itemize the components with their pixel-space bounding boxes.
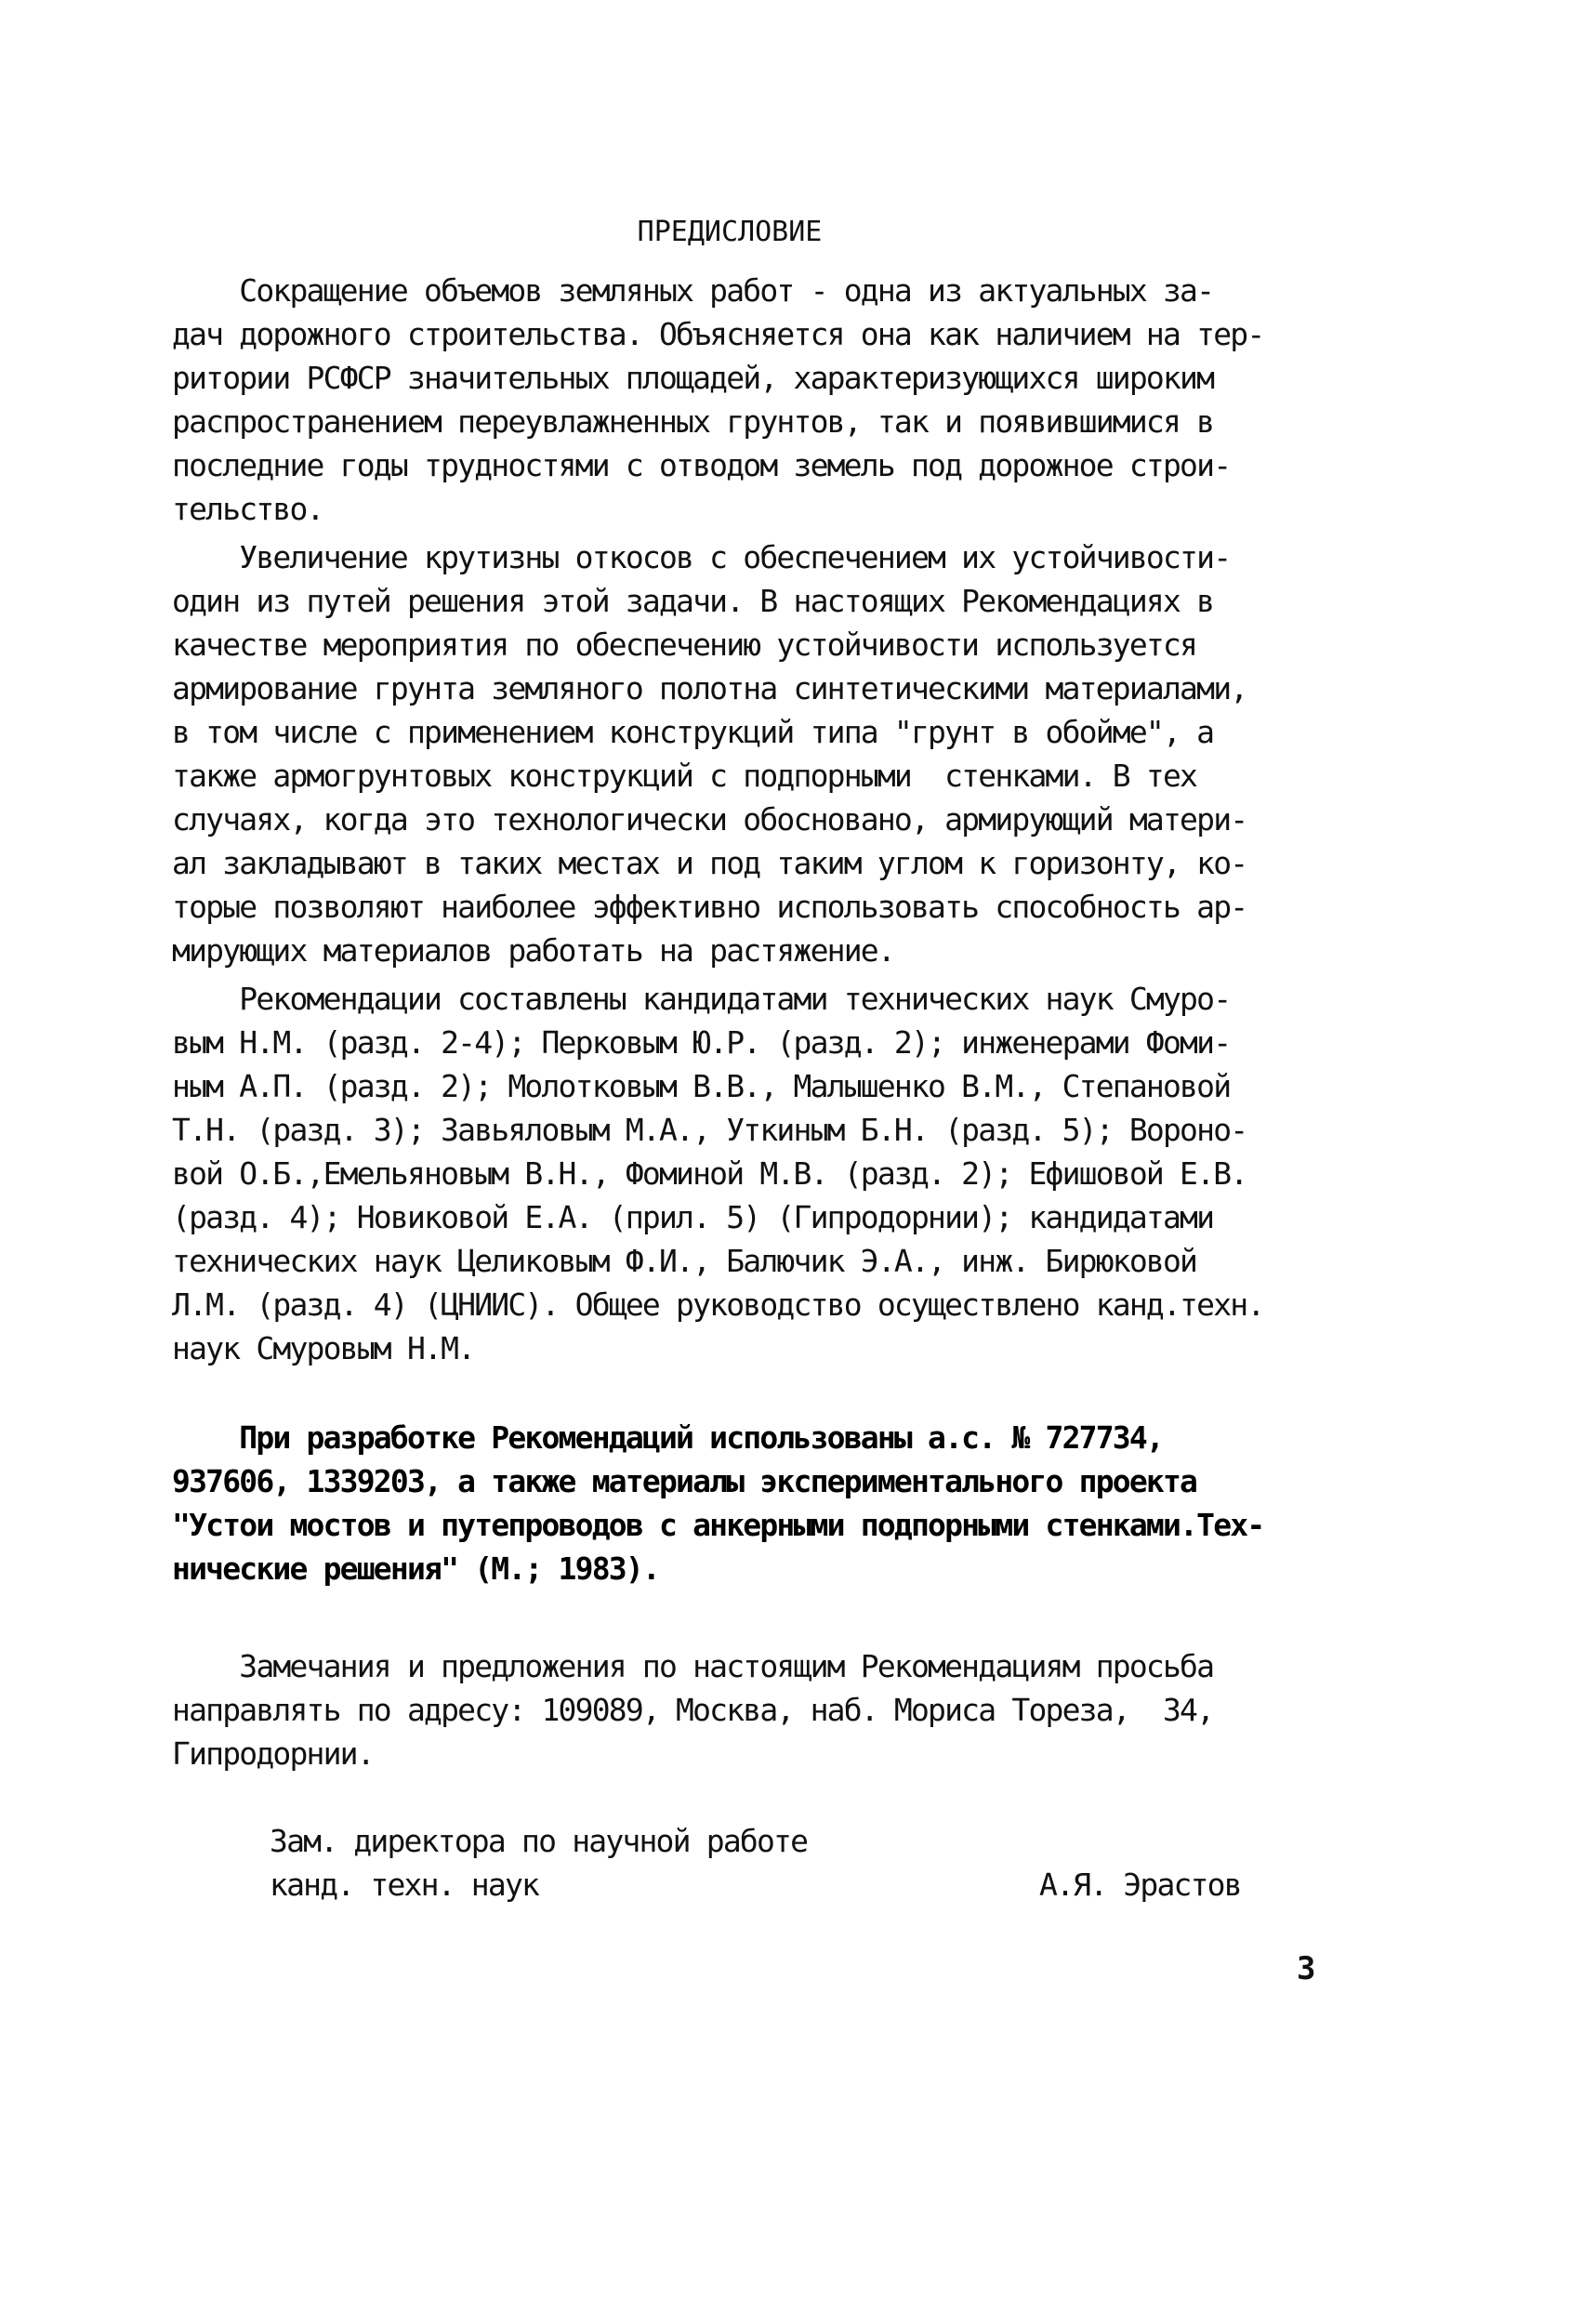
text-line: один из путей решения этой задачи. В настоящих Рекомендациях в [172, 583, 1214, 619]
signatory-degree: канд. техн. наук [270, 1867, 539, 1903]
text-line: При разработке Рекомендаций использованы а.с. № 727734, [172, 1419, 1163, 1456]
text-line: вым Н.М. (разд. 2-4); Перковым Ю.Р. (разд. 2); инженерами Фоми- [172, 1024, 1231, 1061]
text-line: "Устои мостов и путепроводов с анкерными подпорными стенками.Тех- [172, 1507, 1264, 1543]
text-line: торые позволяют наиболее эффективно использовать способность ар- [172, 889, 1247, 925]
signatory-position: Зам. директора по научной работе [270, 1823, 808, 1859]
text-line: наук Смуровым Н.М. [172, 1330, 475, 1366]
text-line: Увеличение крутизны откосов с обеспечением их устойчивости- [172, 539, 1231, 575]
text-line: дач дорожного строительства. Объясняется она как наличием на тер- [172, 316, 1264, 352]
text-line: ным А.П. (разд. 2); Молотковым В.В., Малышенко В.М., Степановой [172, 1068, 1231, 1104]
text-line: нические решения" (М.; 1983). [172, 1550, 659, 1587]
text-line: случаях, когда это технологически обосновано, армирующий матери- [172, 801, 1247, 838]
text-line: Сокращение объемов земляных работ - одна из актуальных за- [172, 272, 1214, 309]
text-line: в том числе с применением конструкций типа "грунт в обойме", а [172, 714, 1214, 750]
text-line: Т.Н. (разд. 3); Завьяловым М.А., Уткиным Б.Н. (разд. 5); Вороно- [172, 1112, 1247, 1148]
text-line: Рекомендации составлены кандидатами технических наук Смуро- [172, 981, 1231, 1017]
text-line: последние годы трудностями с отводом земель под дорожное строи- [172, 447, 1231, 483]
text-line: Л.М. (разд. 4) (ЦНИИС). Общее руководство осуществлено канд.техн. [172, 1286, 1264, 1323]
text-line: Гипродорнии. [172, 1735, 374, 1772]
text-line: ритории РСФСР значительных площадей, характеризующихся широким [172, 360, 1214, 396]
text-line: армирование грунта земляного полотна синтетическими материалами, [172, 670, 1247, 706]
text-line: также армогрунтовых конструкций с подпорными стенками. В тех [172, 758, 1197, 794]
text-line: технических наук Целиковым Ф.И., Балючик Э.А., инж. Бирюковой [172, 1243, 1197, 1279]
text-line: качестве мероприятия по обеспечению устойчивости используется [172, 627, 1197, 663]
text-line: Замечания и предложения по настоящим Рекомендациям просьба [172, 1648, 1214, 1684]
signatory-name: А.Я. Эрастов [1039, 1867, 1241, 1903]
text-line: 937606, 1339203, а также материалы экспериментального проекта [172, 1463, 1197, 1499]
page-number: 3 [1297, 1950, 1316, 1987]
text-line: распространением переувлажненных грунтов, так и появившимися в [172, 403, 1214, 440]
text-line: (разд. 4); Новиковой Е.А. (прил. 5) (Гипродорнии); кандидатами [172, 1199, 1214, 1235]
text-line: мирующих материалов работать на растяжение. [172, 932, 894, 969]
text-line: направлять по адресу: 109089, Москва, наб. Мориса Тореза, 34, [172, 1692, 1214, 1728]
page-title: ПРЕДИСЛОВИЕ [637, 216, 823, 248]
text-line: тельство. [172, 491, 323, 527]
text-line: ал закладывают в таких местах и под таким углом к горизонту, ко- [172, 845, 1247, 881]
text-line: вой О.Б.,Емельяновым В.Н., Фоминой М.В. (разд. 2); Ефишовой Е.В. [172, 1155, 1247, 1192]
